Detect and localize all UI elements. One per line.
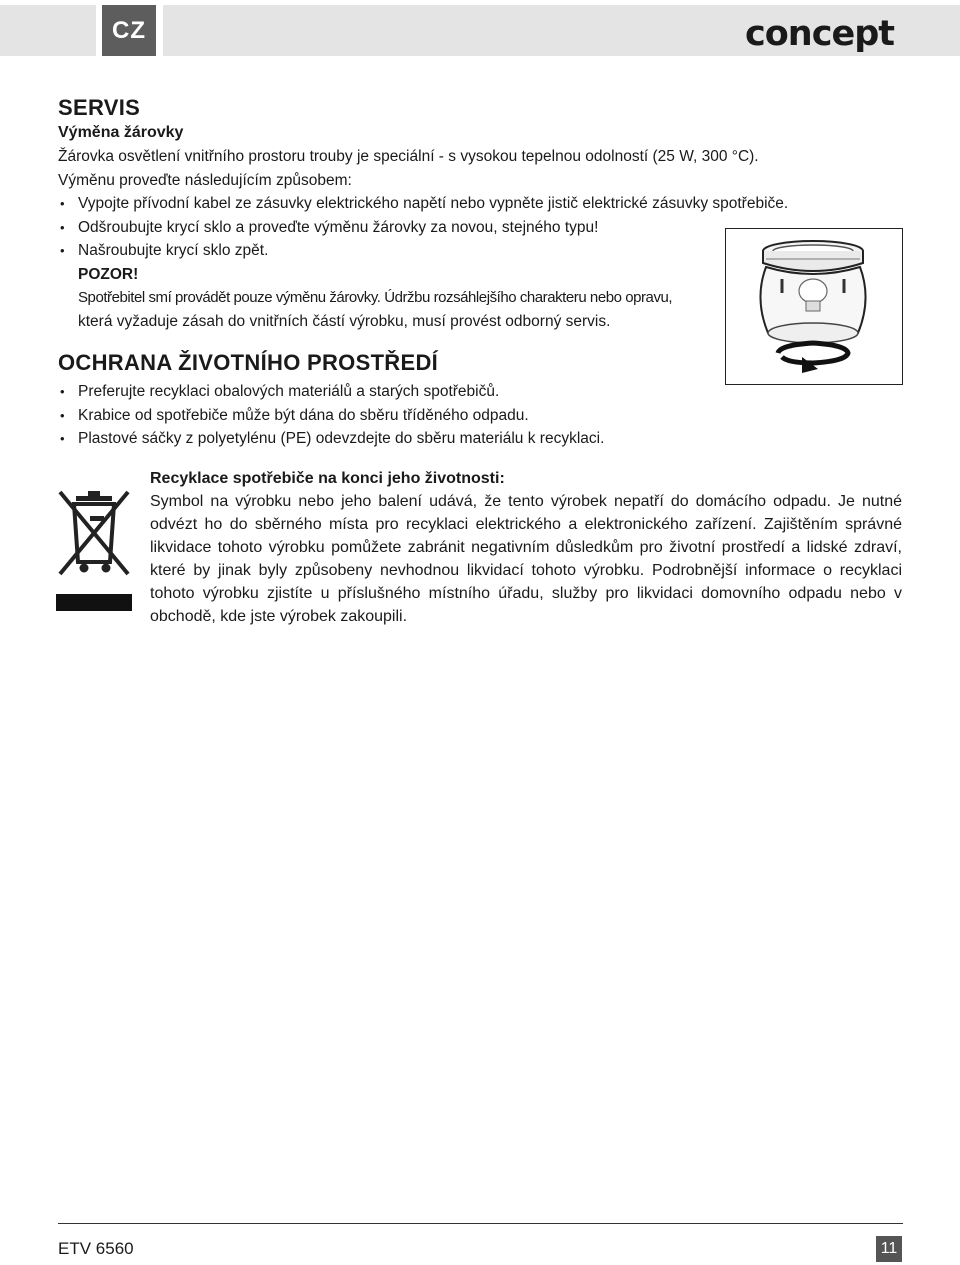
recycling-title: Recyklace spotřebiče na konci jeho životnosti: bbox=[150, 470, 505, 487]
header-bar-left bbox=[0, 5, 96, 56]
warning-label: POZOR! bbox=[78, 265, 139, 283]
servis-title: SERVIS bbox=[58, 95, 141, 120]
servis-subtitle: Výměna žárovky bbox=[58, 124, 184, 141]
recycling-text: Symbol na výrobku nebo jeho balení udává, že tento výrobek nepatří do domácího odpadu. Je nutné odvézt ho do sběrného místa pro recyklaci elektrického a elektronického zařízení. Zajištěním správné likvidace tohoto výrobku pomůžete zabránit negativním důsledkům pro životní prostředí a lidské zdraví, které by jinak byly způsobeny nevhodnou likvidací tohoto výrobku. Podrobnější informace o recyklaci tohoto výrobku zjistíte u příslušného místního úřadu, služby pro likvidaci domovního odpadu nebo v obchodě, kde jste výrobek zakoupili. bbox=[150, 493, 902, 625]
warning-line-2: která vyžaduje zásah do vnitřních částí výrobku, musí provést odborný servis. bbox=[78, 312, 611, 330]
weee-symbol bbox=[54, 488, 134, 613]
servis-line-1: Žárovka osvětlení vnitřního prostoru trouby je speciální - s vysokou tepelnou odolností (25 W, 300 °C). bbox=[58, 148, 759, 165]
brand-logo: concept bbox=[745, 14, 894, 54]
environment-item-2: • Krabice od spotřebiče může být dána do sběru tříděného odpadu. bbox=[58, 404, 903, 428]
recycling-section bbox=[150, 470, 902, 628]
servis-step-3: • Našroubujte krycí sklo zpět. bbox=[58, 239, 903, 263]
crossed-bin-icon bbox=[54, 488, 134, 613]
environment-list bbox=[58, 380, 903, 451]
warning-line-1: Spotřebitel smí provádět pouze výměnu žárovky. Údržbu rozsáhlejšího charakteru nebo opravu, bbox=[78, 289, 673, 306]
header-bar-right bbox=[163, 5, 960, 56]
servis-line-2: Výměnu proveďte následujícím způsobem: bbox=[58, 171, 352, 189]
language-badge: CZ bbox=[102, 5, 156, 56]
model-number: ETV 6560 bbox=[58, 1239, 134, 1258]
environment-title: OCHRANA ŽIVOTNÍHO PROSTŘEDÍ bbox=[58, 350, 439, 375]
environment-item-1: • Preferujte recyklaci obalových materiálů a starých spotřebičů. bbox=[58, 380, 903, 404]
environment-section bbox=[58, 350, 903, 451]
servis-step-2: • Odšroubujte krycí sklo a proveďte výměnu žárovky za novou, stejného typu! bbox=[58, 216, 903, 240]
servis-step-1: • Vypojte přívodní kabel ze zásuvky elektrického napětí nebo vypněte jistič elektrické zásuvky spotřebiče. bbox=[58, 192, 903, 216]
environment-item-3: • Plastové sáčky z polyetylénu (PE) odevzdejte do sběru materiálu k recyklaci. bbox=[58, 427, 903, 451]
page-number: 11 bbox=[876, 1236, 902, 1262]
footer-divider bbox=[58, 1223, 903, 1224]
